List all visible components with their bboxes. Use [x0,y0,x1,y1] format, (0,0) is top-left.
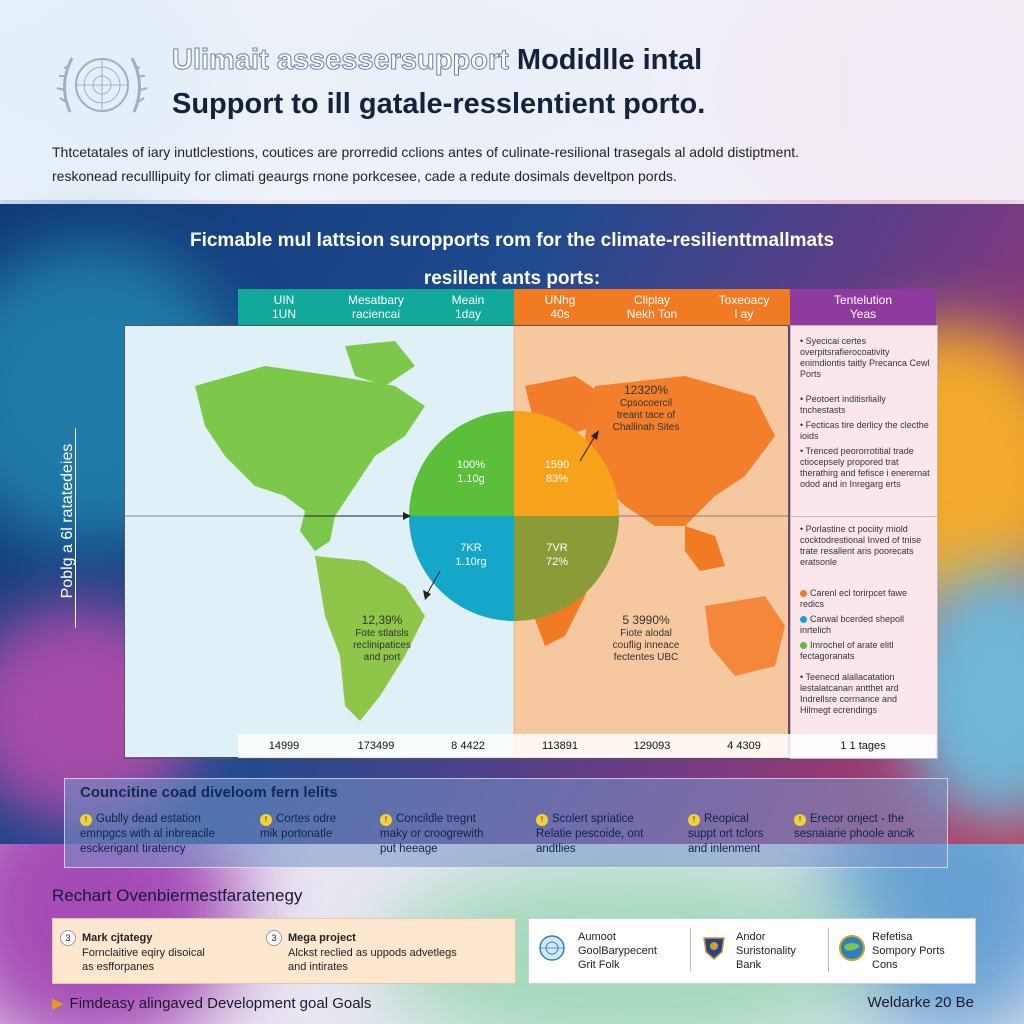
column-header: Toxeoacy l ay [698,289,790,325]
note-bullet-dot [800,616,807,623]
column-header: Cliplay Nekh Ton [606,289,698,325]
note-item: • Teenecd alallacatation lestalatcanan antthet ard Indrellsre corrnance and Hilmegt ecrendings [800,672,899,715]
step-number-icon: 3 [60,930,76,946]
total-cell: 4 4309 [727,740,761,752]
column-header: UIN 1UN [238,289,330,325]
map-label-asia: 12320% Cpsocoercil treant tace of Challinah Sites [612,383,680,433]
note-item: • Porlastine ct pociity rniold cocktodrestional Inved of tnise trate resallent aris poorecats eratsonle [800,524,922,567]
map-label-africa: 5 3990% Fiote alodal couflig inneace fectentes UBC [612,613,680,663]
subtitle-line1: Thtcetatales of iary inutlclestions, coutices are prorredid cclions antes of culinate-resilional trasegals al adold distiptment. [52,144,800,160]
initiative-marker-icon: ! [688,814,700,826]
un-emblem-icon [52,42,152,128]
circle-label-tl: 100% 1.10g [456,459,486,485]
column-header: Tentelution Yeas [790,289,936,325]
initiative-item: ! Reopical suppt ort tclors and inlenment [688,813,764,855]
play-arrow-icon: ▶ [52,995,64,1012]
note-item: Carwal bcerded shepoll inrtelich [800,614,905,635]
note-item: • Syecicai certes overpitsrafierocoativity enimdiontis taitly Precanca Cewl Ports [800,336,930,379]
page-subtitle [52,140,912,188]
notes-divider [791,516,937,517]
footer-right: Weldarke 20 Be [867,994,974,1011]
partner-divider [828,928,829,972]
strategy-step: 3 Mega project Alckst reclied as uppods advetlegs and intirates [266,930,506,974]
partner-org: Aumoot GoolBarypecent Grit Folk [578,931,657,971]
section-title-line2: resillent ants ports: [423,268,601,289]
map-label-south-america: 12,39% Fote stlatsls reclinipatices and port [353,613,411,663]
total-cell: 14999 [268,740,300,752]
initiative-marker-icon: ! [536,814,548,826]
section-title-line1: Ficmable mul lattsion suropports rom for the climate-resilienttmallmats [189,230,835,251]
partner-divider [690,928,691,972]
note-item: Carenl ecl torirpcet fawe redics [800,588,908,609]
total-cell: 129093 [633,740,671,752]
initiative-item: ! Scolert spriatice Relatie pescoide, ont andtlies [536,813,644,855]
circle-label-bl: 7KR 1.10rg [455,542,487,568]
ports-globe-icon [838,934,866,962]
total-cell: 173499 [357,740,395,752]
circle-label-tr: 1590 83% [544,459,570,485]
note-bullet-dot [800,590,807,597]
step-number-icon: 3 [266,930,282,946]
initiative-item: ! Cortes odre mik portonatle [260,813,337,840]
initiative-item: ! Gublly dead estation emnpgcs with al inbreacile esckerigant tiratency [80,813,215,855]
initiative-marker-icon: ! [260,814,272,826]
partners-title: Rechart Ovenbiermestfaratenegy [52,886,303,905]
footer-goals: ▶ Fimdeasy alingaved Development goal Goals [52,995,372,1012]
column-header: Meain 1day [422,289,514,325]
subtitle-line2: reskonead reculllipuity for climati geaurgs rnone porkcesee, cade a redute dosimals develtpon pords. [52,168,677,184]
total-cell: 8 4422 [451,740,485,752]
note-item: • Fecticas tire derlicy the clecthe ioids [800,420,929,441]
page-title [172,38,972,126]
initiative-item: ! Concildle tregnt maky or croogrewith put heeage [380,813,484,855]
note-bullet-dot [800,642,807,649]
strategy-step: 3 Mark cjtategy Fornclaitive eqiry disoical as esfforpanes [60,930,260,974]
title-line2: Support to ill gatale-resslentient porto. [172,88,706,120]
total-cell: 1 1 tages [840,740,886,752]
title-line1-rest: Modidlle intal [508,44,703,76]
vertical-axis-label: Poblg a 6l ratatedeies [59,443,76,599]
initiative-item: ! Erecor onject - the sesnaiarie phoole ancik [794,813,915,840]
circle-label-br: 7VR 72% [545,542,569,568]
note-item: • Trenced peororrotitial trade ctiocepsely propored trat therathirg and fefisce i enerernat odod and in Inregarg erts [800,446,930,489]
column-header: UNhg 40s [514,289,606,325]
initiative-marker-icon: ! [80,814,92,826]
bank-shield-icon [700,934,728,962]
initiatives-title: Councitine coad diveloom fern lelits [80,784,338,801]
initiative-marker-icon: ! [794,814,806,826]
section-title [0,222,1024,298]
initiative-marker-icon: ! [380,814,392,826]
un-logo-icon [538,934,566,962]
total-cell: 113891 [542,740,578,752]
partner-org: Andor Suristonality Bank [736,931,796,971]
partner-org: Refetisa Sompory Ports Cons [872,931,945,971]
column-header: Mesatbary raciencai [330,289,422,325]
note-item: Imrochel of arate elitl fectagoranats [800,640,894,661]
title-highlight: Ulimait assessersupport [172,44,509,76]
note-item: • Peotoert inditisrlially tnchestasts [800,394,886,415]
